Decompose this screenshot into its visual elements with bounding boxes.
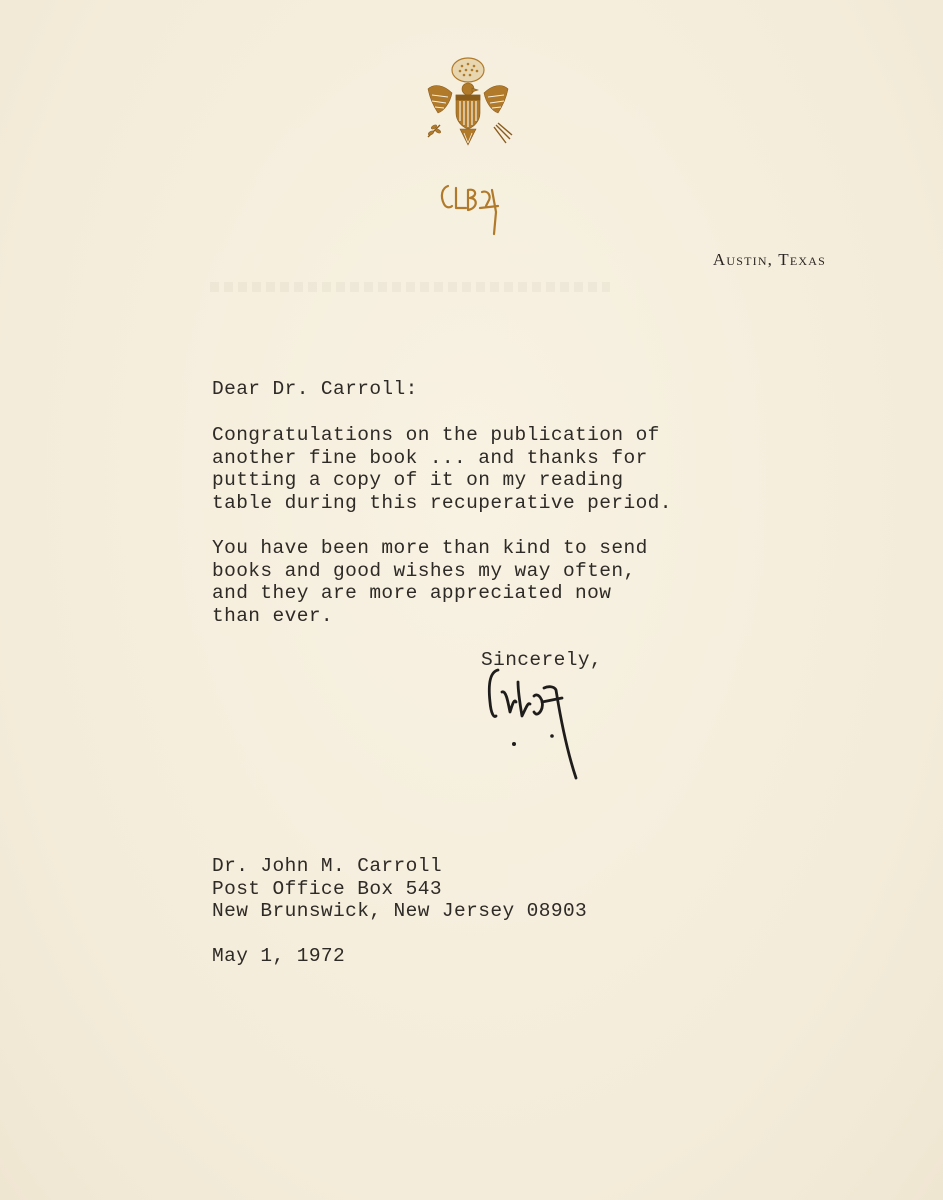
body-paragraph-2: You have been more than kind to send books and good wishes my way often, and they are more appreciated now than ever. (212, 537, 648, 628)
body-paragraph-1: Congratulations on the publication of another fine book ... and thanks for putting a copy of it on my reading table during this recuperative period. (212, 424, 672, 515)
faint-show-through-text (210, 282, 610, 292)
handwritten-signature-icon (482, 662, 592, 784)
letter-date: May 1, 1972 (212, 945, 346, 967)
great-seal-eagle-icon (420, 55, 516, 155)
letterhead-place: Austin, Texas (712, 250, 826, 269)
recipient-address: Dr. John M. Carroll Post Office Box 543 New Brunswick, New Jersey 08903 (212, 855, 588, 923)
lbj-monogram-icon (436, 178, 508, 244)
closing: Sincerely, (481, 649, 603, 671)
salutation: Dear Dr. Carroll: (212, 378, 418, 400)
